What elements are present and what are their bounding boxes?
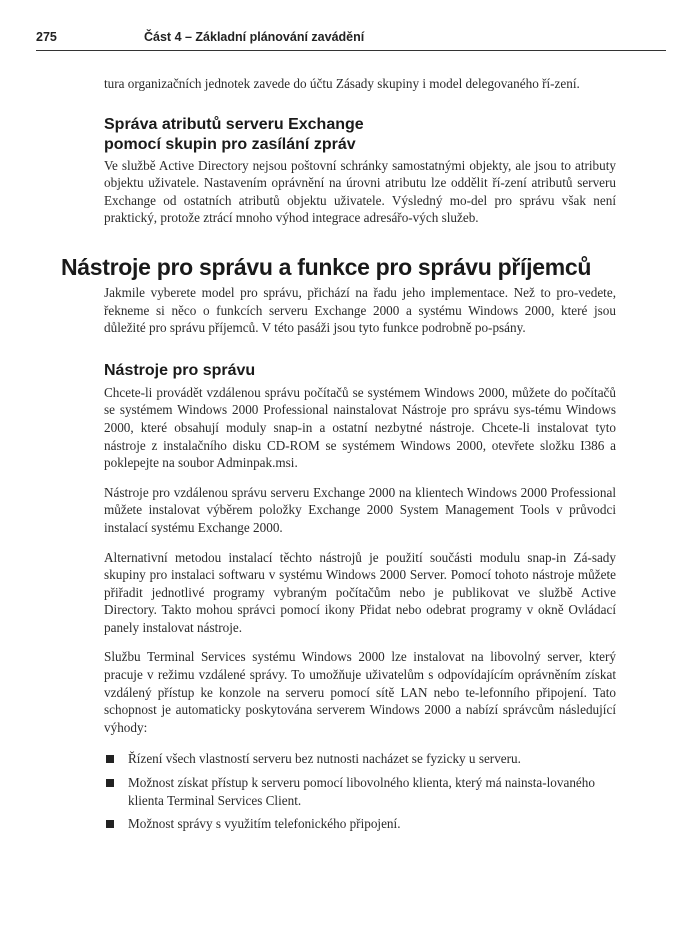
section-2-paragraph-4: Službu Terminal Services systému Windows 2000 lze instalovat na libovolný server, který pracuje v režimu vzdálené správy. To umožňuje uživatelům s odpovídajícím oprávněním získat vzdálený přístup ke konzole na serveru pomocí sítě LAN nebo te-lefonního připojení. Tato schopnost je automaticky poskytována serverem Windows 2000 a nabízí správcům následující výhody: — [104, 649, 616, 735]
page-number: 275 — [36, 30, 57, 44]
section-2-heading: Nástroje pro správu — [104, 361, 256, 379]
section-1-paragraph: Ve službě Active Directory nejsou poštovní schránky samostatnými objekty, ale jsou to atributy objektu uživatele. Nastavením oprávnění na úrovni atributu lze oddělit ří-zení atributů serveru Exchange od ostatních atributů objektu uživatele. Výsledný mo-del pro správu však není praktický, protože ztrácí mnoho výhod integrace adresářo-vých služeb. — [104, 157, 616, 226]
bullet-list — [104, 750, 616, 832]
list-item-text: Možnost správy s využitím telefonického připojení. — [128, 816, 401, 832]
page-content — [61, 75, 616, 839]
intro-paragraph: tura organizačních jednotek zavede do účtu Zásady skupiny i model delegovaného ří-zení. — [104, 76, 580, 91]
list-item — [104, 750, 616, 768]
section-2-paragraph-3: Alternativní metodou instalací těchto nástrojů je použití součásti modulu snap-in Zá-sady skupiny pro instalaci softwaru v systému Windows 2000 Server. Pomocí tohoto nástroje můžete přiřadit jednotlivé programy vybraným počítačům nebo je publikovat ve službě Active Directory. Takto mohou správci pomocí ikony Přidat nebo odebrat programy v okně Ovládací panely instalovat nástroje. — [104, 549, 616, 635]
square-bullet-icon — [106, 755, 114, 763]
section-2-paragraph-2: Nástroje pro vzdálenou správu serveru Exchange 2000 na klientech Windows 2000 Professional můžete instalovat výběrem položky Exchange 2000 System Management Tools v průvodci instalací systému Exchange 2000. — [104, 484, 616, 535]
list-item — [104, 815, 616, 833]
section-2-paragraph-1: Chcete-li provádět vzdálenou správu počítačů se systémem Windows 2000, můžete do počítačů se systémem Windows 2000 Professional nainstalovat Nástroje pro správu sys-tému Windows 2000, které obsahují moduly snap-in a ostatní nezbytné nástroje. Chcete-li instalovat tyto nástroje z instalačního disku CD-ROM se systémem Windows 2000, otevřete složku I386 a poklepejte na soubor Adminpak.msi. — [104, 384, 616, 471]
running-header — [36, 28, 666, 51]
chapter-title: Část 4 – Základní plánování zavádění — [144, 30, 365, 44]
square-bullet-icon — [106, 779, 114, 787]
main-heading: Nástroje pro správu a funkce pro správu příjemců — [61, 253, 592, 280]
section-1-heading-line-1: Správa atributů serveru Exchange — [104, 115, 364, 133]
main-paragraph: Jakmile vyberete model pro správu, přichází na řadu jeho implementace. Než to pro-vedete, řekneme si něco o funkcích serveru Exchange 2000 a systému Windows 2000, které jsou důležité pro správu příjemců. V této pasáži jsou tyto funkce podrobně po-psány. — [104, 284, 616, 336]
square-bullet-icon — [106, 820, 114, 828]
section-1-heading-line-2: pomocí skupin pro zasílání zpráv — [104, 135, 356, 153]
list-item-text: Řízení všech vlastností serveru bez nutnosti nacházet se fyzicky u serveru. — [128, 751, 521, 767]
list-item-text: Možnost získat přístup k serveru pomocí libovolného klienta, který má nainsta-lovaného klienta Terminal Services Client. — [128, 775, 595, 808]
list-item — [104, 774, 616, 809]
